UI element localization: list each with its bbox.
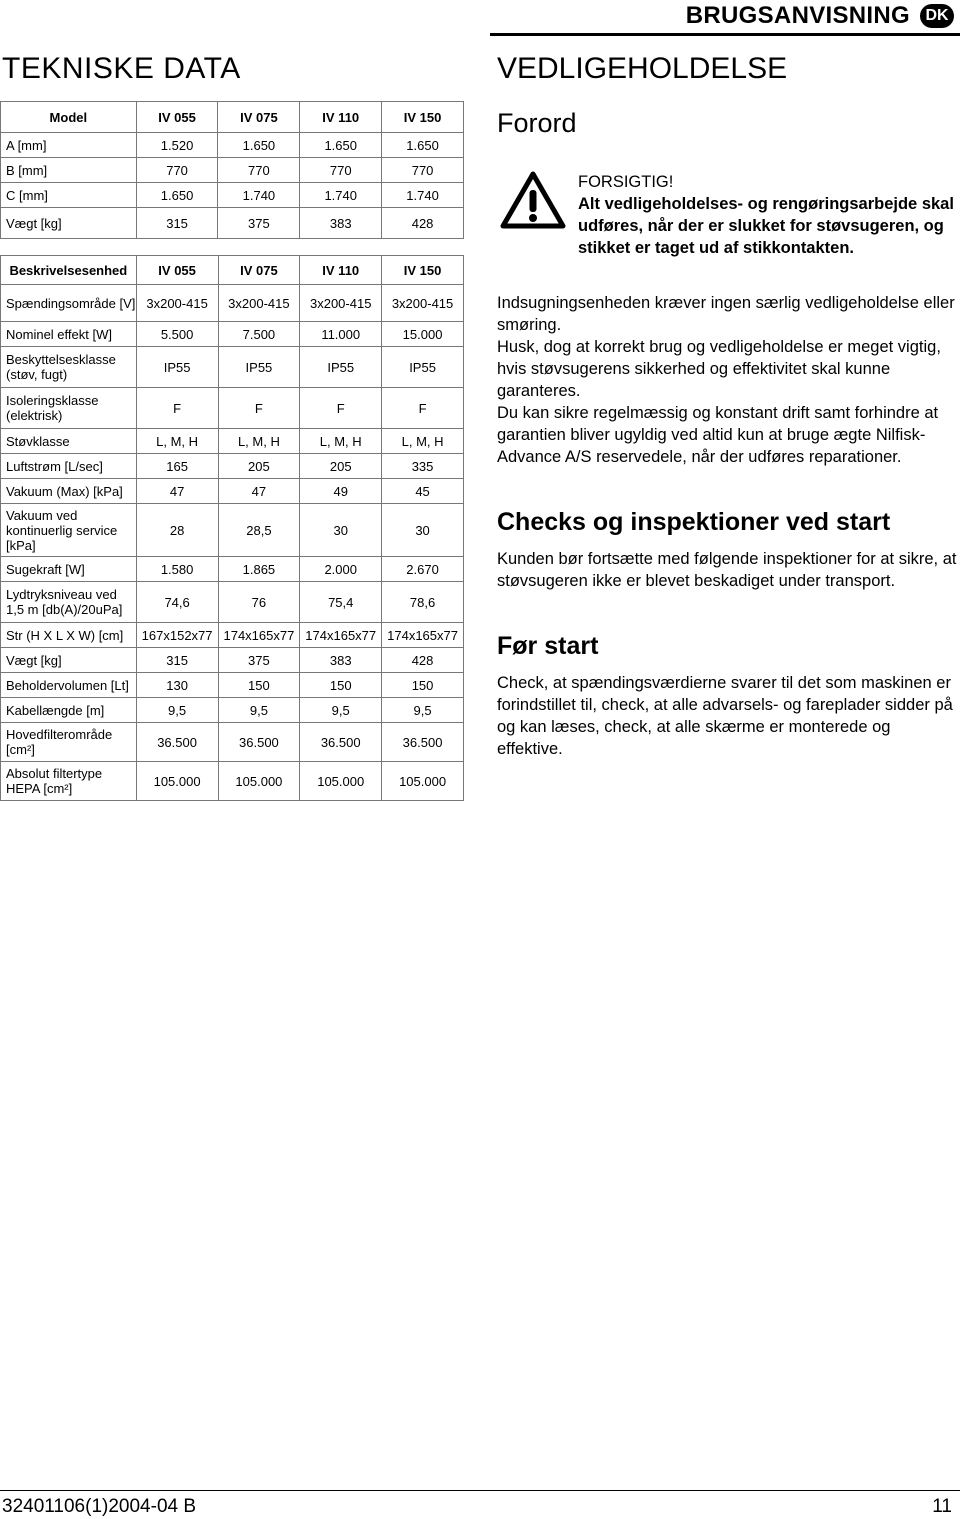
table-row: [1, 479, 464, 504]
row-label: Isoleringsklasse (elektrisk): [1, 388, 137, 429]
table-cell: 174x165x77: [218, 623, 300, 648]
row-label: Str (H X L X W) [cm]: [1, 623, 137, 648]
table-cell: 30: [382, 504, 464, 557]
table-row: [1, 762, 464, 801]
header-cell: IV 055: [136, 256, 218, 285]
row-label: Støvklasse: [1, 429, 137, 454]
table-cell: L, M, H: [300, 429, 382, 454]
table-cell: 150: [300, 673, 382, 698]
header-cell: IV 075: [218, 256, 300, 285]
specifications-table: [0, 255, 464, 801]
table-cell: 78,6: [382, 582, 464, 623]
table-cell: 383: [300, 648, 382, 673]
table-cell: 36.500: [300, 723, 382, 762]
header-cell: IV 150: [382, 102, 464, 133]
table-row: [1, 454, 464, 479]
row-label: Vægt [kg]: [1, 208, 137, 239]
table-cell: 47: [218, 479, 300, 504]
warning-heading: FORSIGTIG!: [578, 173, 674, 191]
header-cell: Beskrivelsesenhed: [1, 256, 137, 285]
table-cell: 3x200-415: [136, 285, 218, 322]
row-label: Vakuum (Max) [kPa]: [1, 479, 137, 504]
row-label: B [mm]: [1, 158, 137, 183]
table-cell: 167x152x77: [136, 623, 218, 648]
header-title: BRUGSANVISNING: [685, 2, 910, 29]
header-cell: IV 110: [300, 102, 382, 133]
header-cell: Model: [1, 102, 137, 133]
table-cell: 3x200-415: [382, 285, 464, 322]
table-cell: IP55: [300, 347, 382, 388]
table-cell: 165: [136, 454, 218, 479]
table-header-row: [1, 256, 464, 285]
table-cell: 1.520: [136, 133, 218, 158]
header-cell: IV 075: [218, 102, 300, 133]
warning-body: Alt vedligeholdelses- og rengøringsarbejde skal udføres, når der er slukket for støvsugeren, og stikket er taget ud af stikkontakten.: [578, 195, 954, 257]
table-row: [1, 557, 464, 582]
table-cell: 105.000: [136, 762, 218, 801]
table-row: [1, 582, 464, 623]
table-cell: 1.865: [218, 557, 300, 582]
table-cell: 375: [218, 648, 300, 673]
row-label: Kabellængde [m]: [1, 698, 137, 723]
table-row: [1, 623, 464, 648]
table-cell: 174x165x77: [382, 623, 464, 648]
row-label: Nominel effekt [W]: [1, 322, 137, 347]
table-cell: 45: [382, 479, 464, 504]
table-cell: 36.500: [382, 723, 464, 762]
table-cell: 315: [136, 648, 218, 673]
table-row: [1, 347, 464, 388]
table-cell: 770: [382, 158, 464, 183]
document-id: 32401106(1)2004-04 B: [2, 1496, 197, 1517]
table-row: [1, 208, 464, 239]
page-header: [0, 0, 960, 34]
table-row: [1, 158, 464, 183]
table-row: [1, 322, 464, 347]
page-title: TEKNISKE DATA: [2, 52, 241, 85]
row-label: A [mm]: [1, 133, 137, 158]
table-row: [1, 723, 464, 762]
table-cell: 7.500: [218, 322, 300, 347]
table-cell: 105.000: [218, 762, 300, 801]
table-cell: 428: [382, 648, 464, 673]
row-label: Lydtryksniveau ved 1,5 m [db(A)/20uPa]: [1, 582, 137, 623]
header-cell: IV 055: [136, 102, 218, 133]
row-label: Absolut filtertype HEPA [cm²]: [1, 762, 137, 801]
paragraph-warranty: Du kan sikre regelmæssig og konstant drift samt forhindre at garantien bliver ugyldig ved altid kun at bruge ægte Nilfisk-Advance A/S reservedele, når der udføres reparationer.: [497, 404, 939, 466]
table-header-row: [1, 102, 464, 133]
table-cell: 2.000: [300, 557, 382, 582]
table-row: [1, 183, 464, 208]
table-cell: 1.650: [300, 133, 382, 158]
row-label: Vægt [kg]: [1, 648, 137, 673]
table-cell: 770: [136, 158, 218, 183]
table-cell: 375: [218, 208, 300, 239]
table-cell: 11.000: [300, 322, 382, 347]
table-cell: 28: [136, 504, 218, 557]
table-cell: F: [382, 388, 464, 429]
table-cell: 335: [382, 454, 464, 479]
table-cell: 105.000: [382, 762, 464, 801]
table-row: [1, 133, 464, 158]
table-cell: 1.580: [136, 557, 218, 582]
table-cell: F: [218, 388, 300, 429]
table-row: [1, 429, 464, 454]
heading-before-start: Før start: [497, 632, 599, 660]
table-cell: 15.000: [382, 322, 464, 347]
subsection-title-forord: Forord: [497, 108, 577, 138]
table-cell: L, M, H: [136, 429, 218, 454]
table-cell: 150: [382, 673, 464, 698]
table-cell: 9,5: [136, 698, 218, 723]
heading-checks: Checks og inspektioner ved start: [497, 508, 891, 536]
header-cell: IV 150: [382, 256, 464, 285]
table-cell: 30: [300, 504, 382, 557]
table-cell: 49: [300, 479, 382, 504]
row-label: C [mm]: [1, 183, 137, 208]
row-label: Hovedfilterområde [cm²]: [1, 723, 137, 762]
table-cell: 1.650: [382, 133, 464, 158]
table-cell: IP55: [136, 347, 218, 388]
table-cell: L, M, H: [218, 429, 300, 454]
table-cell: 1.740: [300, 183, 382, 208]
table-cell: 9,5: [300, 698, 382, 723]
section-title: VEDLIGEHOLDELSE: [497, 52, 788, 85]
table-cell: 150: [218, 673, 300, 698]
table-cell: 315: [136, 208, 218, 239]
footer-rule: [0, 1490, 960, 1491]
table-cell: 3x200-415: [218, 285, 300, 322]
table-cell: 28,5: [218, 504, 300, 557]
table-cell: 174x165x77: [300, 623, 382, 648]
table-cell: 1.740: [382, 183, 464, 208]
table-cell: 130: [136, 673, 218, 698]
table-cell: 76: [218, 582, 300, 623]
table-cell: 383: [300, 208, 382, 239]
row-label: Vakuum ved kontinuerlig service [kPa]: [1, 504, 137, 557]
table-cell: 1.650: [218, 133, 300, 158]
paragraph-care: Husk, dog at korrekt brug og vedligeholdelse er meget vigtig, hvis støvsugerens sikkerhed og effektivitet skal kunne garanteres.: [497, 338, 941, 400]
paragraph-before-start: Check, at spændingsværdierne svarer til det som maskinen er forindstillet til, check, at alle advarsels- og fareplader sidder på og kan læses, check, at alle skærme er monterede og effektive.: [497, 674, 953, 758]
row-label: Luftstrøm [L/sec]: [1, 454, 137, 479]
paragraph-maintenance: Indsugningsenheden kræver ingen særlig vedligeholdelse eller smøring.: [497, 294, 955, 334]
row-label: Sugekraft [W]: [1, 557, 137, 582]
table-row: [1, 698, 464, 723]
table-cell: 428: [382, 208, 464, 239]
header-cell: IV 110: [300, 256, 382, 285]
warning-block: [578, 171, 958, 259]
table-cell: 205: [300, 454, 382, 479]
table-cell: 36.500: [218, 723, 300, 762]
table-row: [1, 504, 464, 557]
page-number: 11: [932, 1496, 952, 1517]
table-cell: 75,4: [300, 582, 382, 623]
row-label: Beholdervolumen [Lt]: [1, 673, 137, 698]
table-cell: 74,6: [136, 582, 218, 623]
table-cell: 770: [218, 158, 300, 183]
table-row: [1, 648, 464, 673]
header-rule: [490, 33, 960, 36]
warning-triangle-icon: [500, 170, 566, 230]
table-row: [1, 388, 464, 429]
table-cell: 36.500: [136, 723, 218, 762]
table-cell: F: [300, 388, 382, 429]
table-cell: 47: [136, 479, 218, 504]
paragraph-checks: Kunden bør fortsætte med følgende inspektioner for at sikre, at støvsugeren ikke er blevet beskadiget under transport.: [497, 550, 957, 590]
dimensions-table: [0, 101, 464, 239]
table-cell: 770: [300, 158, 382, 183]
table-cell: 1.740: [218, 183, 300, 208]
language-badge: DK: [920, 4, 954, 28]
table-cell: 9,5: [382, 698, 464, 723]
table-cell: 1.650: [136, 183, 218, 208]
table-cell: 9,5: [218, 698, 300, 723]
table-cell: 205: [218, 454, 300, 479]
table-cell: 3x200-415: [300, 285, 382, 322]
row-label: Spændingsområde [V]: [1, 285, 137, 322]
row-label: Beskyttelsesklasse (støv, fugt): [1, 347, 137, 388]
table-cell: F: [136, 388, 218, 429]
table-cell: 105.000: [300, 762, 382, 801]
table-cell: 5.500: [136, 322, 218, 347]
table-cell: 2.670: [382, 557, 464, 582]
table-cell: IP55: [382, 347, 464, 388]
table-row: [1, 673, 464, 698]
table-cell: IP55: [218, 347, 300, 388]
table-cell: L, M, H: [382, 429, 464, 454]
table-row: [1, 285, 464, 322]
